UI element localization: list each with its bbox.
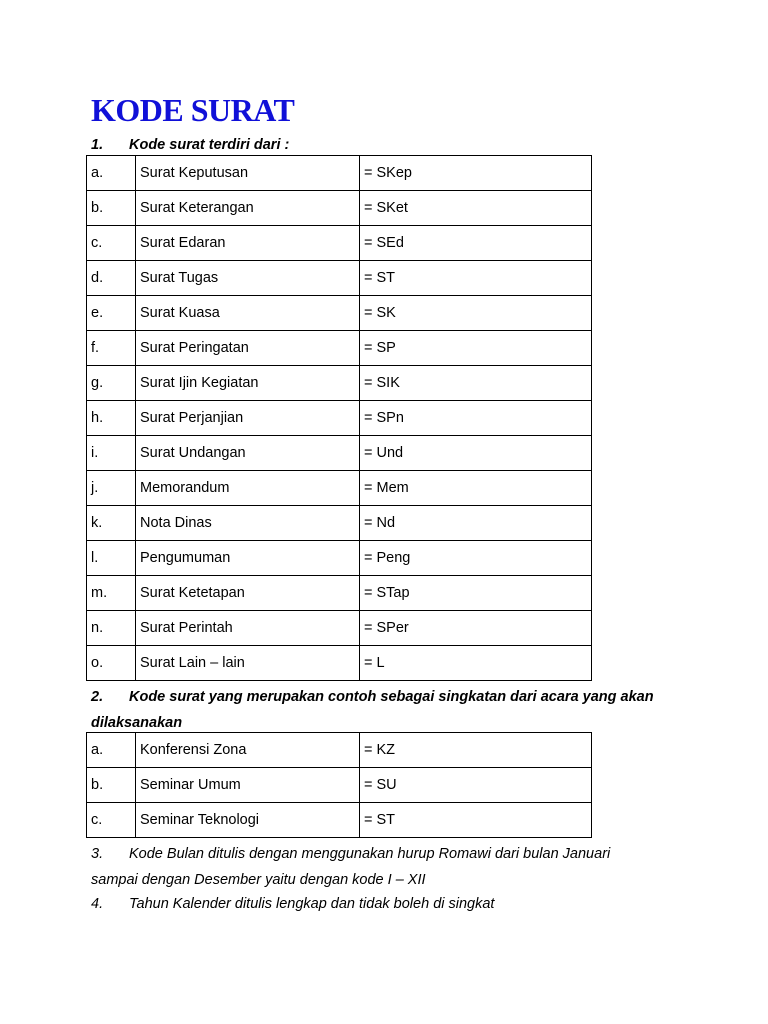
row-code: = Nd [360,506,592,541]
row-name: Surat Kuasa [136,296,360,331]
row-name: Pengumuman [136,541,360,576]
row-name: Surat Ijin Kegiatan [136,366,360,401]
section-2-heading-continuation: dilaksanakan [91,715,183,731]
row-name: Konferensi Zona [136,733,360,768]
section-2-heading [91,684,654,736]
letter-code-row [87,436,592,471]
event-code-table [86,732,592,838]
row-letter: a. [87,733,136,768]
section-4-line-1: Tahun Kalender ditulis lengkap dan tidak boleh di singkat [129,896,495,912]
section-1-heading-text: Kode surat terdiri dari : [129,137,290,153]
row-letter: a. [87,156,136,191]
section-4-number: 4. [91,896,104,912]
letter-code-row [87,611,592,646]
row-name: Memorandum [136,471,360,506]
row-code: = ST [360,803,592,838]
row-letter: b. [87,191,136,226]
row-name: Surat Edaran [136,226,360,261]
row-name: Surat Undangan [136,436,360,471]
letter-code-row [87,261,592,296]
row-letter: i. [87,436,136,471]
row-letter: g. [87,366,136,401]
letter-code-row [87,506,592,541]
row-name: Surat Ketetapan [136,576,360,611]
row-name: Surat Tugas [136,261,360,296]
letter-code-row [87,541,592,576]
letter-code-row [87,366,592,401]
row-code: = SKet [360,191,592,226]
row-letter: h. [87,401,136,436]
row-code: = ST [360,261,592,296]
row-code: = SU [360,768,592,803]
event-code-row [87,768,592,803]
letter-code-row [87,191,592,226]
row-name: Surat Peringatan [136,331,360,366]
row-code: = SP [360,331,592,366]
row-name: Surat Perjanjian [136,401,360,436]
row-code: = KZ [360,733,592,768]
row-letter: c. [87,226,136,261]
row-name: Seminar Teknologi [136,803,360,838]
section-3-line-1: Kode Bulan ditulis dengan menggunakan hurup Romawi dari bulan Januari [129,846,611,862]
row-code: = STap [360,576,592,611]
letter-code-row [87,576,592,611]
row-name: Surat Keterangan [136,191,360,226]
row-letter: e. [87,296,136,331]
row-code: = SPer [360,611,592,646]
row-letter: o. [87,646,136,681]
row-letter: k. [87,506,136,541]
event-code-row [87,803,592,838]
section-2-number: 2. [91,689,104,705]
row-code: = Peng [360,541,592,576]
section-3-number: 3. [91,846,104,862]
row-letter: b. [87,768,136,803]
row-name: Surat Lain – lain [136,646,360,681]
row-letter: l. [87,541,136,576]
letter-code-table [86,155,592,681]
row-name: Seminar Umum [136,768,360,803]
row-letter: c. [87,803,136,838]
row-letter: j. [87,471,136,506]
letter-code-row [87,646,592,681]
row-name: Surat Keputusan [136,156,360,191]
letter-code-row [87,226,592,261]
letter-code-row [87,471,592,506]
section-2-heading-text: Kode surat yang merupakan contoh sebagai singkatan dari acara yang akan [129,689,654,705]
section-4-text [91,891,494,917]
section-3-line-2: sampai dengan Desember yaitu dengan kode I – XII [91,872,426,888]
row-code: = SEd [360,226,592,261]
event-code-row [87,733,592,768]
row-code: = Und [360,436,592,471]
row-letter: d. [87,261,136,296]
row-name: Surat Perintah [136,611,360,646]
row-code: = SK [360,296,592,331]
letter-code-row [87,401,592,436]
row-code: = SPn [360,401,592,436]
letter-code-row [87,156,592,191]
page-title: KODE SURAT [91,92,295,128]
row-letter: m. [87,576,136,611]
row-code: = SIK [360,366,592,401]
row-code: = Mem [360,471,592,506]
letter-code-row [87,331,592,366]
row-name: Nota Dinas [136,506,360,541]
row-letter: n. [87,611,136,646]
row-code: = L [360,646,592,681]
row-code: = SKep [360,156,592,191]
section-3-text [91,841,610,893]
row-letter: f. [87,331,136,366]
letter-code-row [87,296,592,331]
section-1-number: 1. [91,137,104,153]
